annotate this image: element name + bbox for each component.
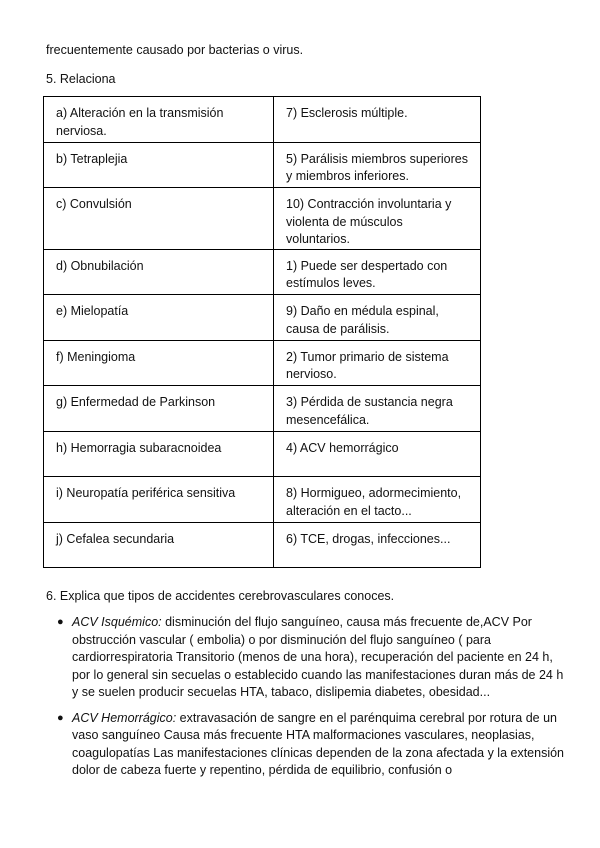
left-cell: c) Convulsión <box>44 188 274 250</box>
table-row <box>44 97 481 143</box>
relaciona-table <box>43 96 481 568</box>
acv-list <box>46 614 566 788</box>
list-item <box>46 614 566 702</box>
right-cell: 1) Puede ser despertado con estímulos leves. <box>274 249 481 295</box>
left-cell: e) Mielopatía <box>44 295 274 341</box>
acv-hemorragico-term: ACV Hemorrágico: <box>72 710 177 725</box>
left-cell: h) Hemorragia subaracnoidea <box>44 431 274 477</box>
right-cell: 7) Esclerosis múltiple. <box>274 97 481 143</box>
acv-isquemico-term: ACV Isquémico: <box>72 615 162 629</box>
right-cell: 4) ACV hemorrágico <box>274 431 481 477</box>
list-item <box>46 710 566 780</box>
section-6-heading: 6. Explica que tipos de accidentes cerebrovasculares conoces. <box>46 589 395 603</box>
bullet-icon: ● <box>57 711 64 724</box>
right-cell: 9) Daño en médula espinal, causa de parálisis. <box>274 295 481 341</box>
right-cell: 6) TCE, drogas, infecciones... <box>274 522 481 568</box>
left-cell: g) Enfermedad de Parkinson <box>44 386 274 432</box>
left-cell: i) Neuropatía periférica sensitiva <box>44 477 274 523</box>
intro-paragraph: frecuentemente causado por bacterias o virus. <box>46 43 304 57</box>
table-row <box>44 386 481 432</box>
right-cell: 5) Parálisis miembros superiores y miembros inferiores. <box>274 142 481 188</box>
table-row <box>44 477 481 523</box>
right-cell: 10) Contracción involuntaria y violenta de músculos voluntarios. <box>274 188 481 250</box>
table-row <box>44 295 481 341</box>
section-5-heading: 5. Relaciona <box>46 72 116 86</box>
acv-isquemico-text: disminución del flujo sanguíneo, causa más frecuente de,ACV Por obstrucción vascular ( embolia) o por disminución del flujo sanguíneo ( para cardiorrespiratoria Transitorio (menos de una hora), recuperación del paciente en 24 h, por lo general sin secuelas o establecido cuando las manifestaciones duran más de 24 h y se suelen producir secuelas HTA, tabaco, dislipemia diabetes, obesidad... <box>72 615 564 699</box>
right-cell: 3) Pérdida de sustancia negra mesencefálica. <box>274 386 481 432</box>
left-cell: j) Cefalea secundaria <box>44 522 274 568</box>
left-cell: d) Obnubilación <box>44 249 274 295</box>
table-row <box>44 522 481 568</box>
bullet-icon: ● <box>57 616 64 628</box>
table-row <box>44 340 481 386</box>
right-cell: 8) Hormigueo, adormecimiento, alteración en el tacto... <box>274 477 481 523</box>
left-cell: f) Meningioma <box>44 340 274 386</box>
right-cell: 2) Tumor primario de sistema nervioso. <box>274 340 481 386</box>
left-cell: a) Alteración en la transmisión nerviosa. <box>44 97 274 143</box>
table-row <box>44 142 481 188</box>
left-cell: b) Tetraplejia <box>44 142 274 188</box>
table-row <box>44 188 481 250</box>
table-row <box>44 249 481 295</box>
acv-hemorragico-text: extravasación de sangre en el parénquima cerebral por rotura de un vaso sanguíneo Causa más frecuente HTA malformaciones vasculares, neoplasias, coagulopatías Las manifestaciones clínicas dependen de la zona afectada y la extensión dolor de cabeza fuerte y repentino, pérdida de equilibrio, confusión o <box>72 710 564 777</box>
table-row <box>44 431 481 477</box>
